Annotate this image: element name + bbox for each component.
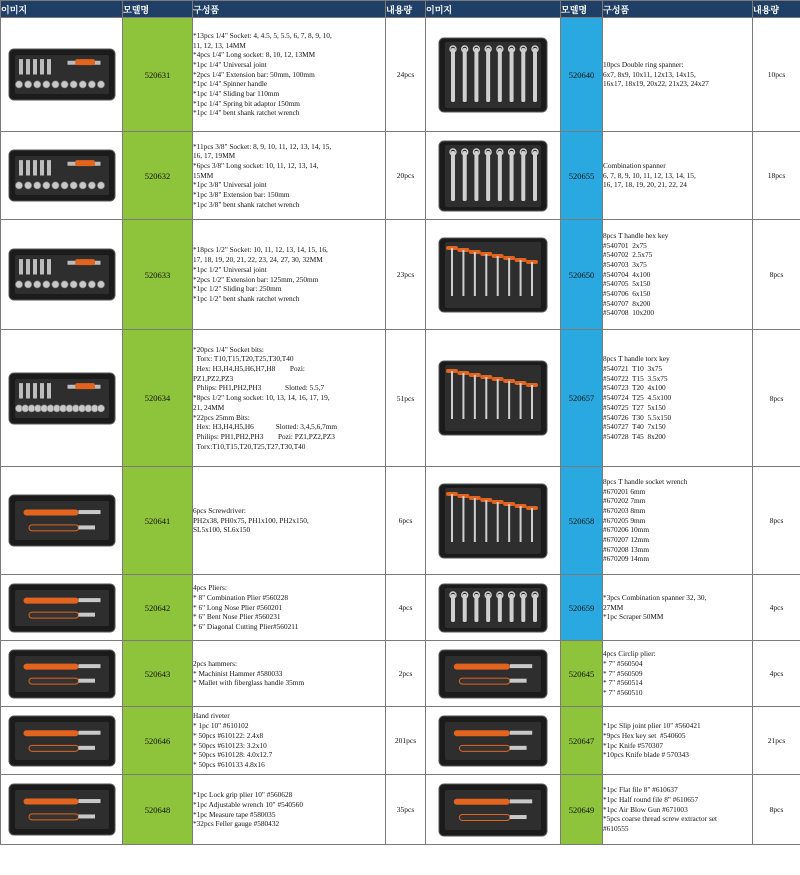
component-line: *2pcs 1/4" Extension bar: 50mm, 100mm [193, 69, 315, 79]
model-number: 520641 [123, 467, 193, 575]
product-image [1, 132, 123, 220]
component-line: 11, 12, 13, 14MM [193, 40, 246, 50]
model-number-right: 520650 [561, 220, 603, 330]
component-line: *20pcs 1/4" Socket bits: [193, 344, 264, 354]
component-line: #670206 10mm [603, 525, 650, 535]
model-number: 520634 [123, 330, 193, 467]
model-number-right: 520647 [561, 707, 603, 775]
component-line: *11pcs 3/8" Socket: 8, 9, 10, 11, 12, 13, 14, 15, [193, 141, 332, 151]
quantity: 2pcs [386, 641, 426, 707]
component-line: *10pcs Knife blade # 570343 [603, 750, 689, 760]
component-line: 4pcs Pliers: [193, 583, 227, 593]
model-number-right: 520655 [561, 132, 603, 220]
components-right [603, 220, 753, 330]
component-line: SL5x100, SL6x150 [193, 525, 251, 535]
component-line: *1pc 1/4" Universal joint [193, 59, 267, 69]
product-image [1, 775, 123, 845]
component-line: *1pc 1/4" Spring bit adaptor 150mm [193, 98, 300, 108]
quantity-right: 8pcs [753, 220, 800, 330]
t-handle-socket-tray-icon [437, 482, 549, 560]
component-line: * 6" Diagonal Cutting Plier#560211 [193, 622, 299, 632]
quantity: 23pcs [386, 220, 426, 330]
components [193, 467, 386, 575]
plier-tray-icon [7, 582, 117, 634]
quantity: 4pcs [386, 575, 426, 641]
component-line: * Mallet with fiberglass handle 35mm [193, 678, 305, 688]
component-line: * 50pcs #610128: 4.0x12.7 [193, 750, 273, 760]
component-line: #670207 12mm [603, 535, 650, 545]
component-line: *2pcs 1/2" Extension bar: 125mm, 250mm [193, 274, 319, 284]
components [193, 641, 386, 707]
product-image [1, 330, 123, 467]
quantity-right: 8pcs [753, 467, 800, 575]
components-right [603, 330, 753, 467]
model-number-right: 520657 [561, 330, 603, 467]
product-image-right [426, 775, 561, 845]
table-row [1, 330, 800, 467]
components-right [603, 707, 753, 775]
component-line: *8pcs 1/2" Long socket: 10, 13, 14, 16, 17, 19, [193, 393, 330, 403]
table-row [1, 707, 800, 775]
component-line: PH2x38, PH0x75, PH1x100, PH2x150, [193, 515, 309, 525]
quantity-right: 4pcs [753, 575, 800, 641]
component-line: #670203 8mm [603, 505, 646, 515]
component-line: * 50pcs #610123: 3.2x10 [193, 740, 267, 750]
component-line: *1pc 1/2" Sliding bar: 250mm [193, 284, 282, 294]
component-line: #670201 6mm [603, 486, 646, 496]
component-line: *32pcs Feller gauge #580432 [193, 819, 280, 829]
component-line: *6pcs 3/8" Long socket: 10, 11, 12, 13, 14, [193, 160, 319, 170]
component-line: 10pcs Double ring spanner: [603, 59, 684, 69]
component-line: *1pc Air Blow Gun #671003 [603, 804, 688, 814]
bits-tray-icon [7, 371, 117, 426]
component-line: *1pc Adjustable wrench 10" #540560 [193, 799, 303, 809]
component-line: #540705 5x150 [603, 279, 651, 289]
component-line: *1pc Measure tape #580035 [193, 809, 276, 819]
table-row [1, 641, 800, 707]
components [193, 220, 386, 330]
component-line: Torx:T10,T15,T20,T25,T27,T30,T40 [193, 441, 306, 451]
component-line: Hand riveter [193, 711, 230, 721]
product-image-right [426, 467, 561, 575]
component-line: *18pcs 1/2" Socket: 10, 11, 12, 13, 14, 15, 16, [193, 245, 328, 255]
component-line: #540727 T40 7x150 [603, 422, 666, 432]
quantity: 20pcs [386, 132, 426, 220]
component-line: 17, 18, 19, 20, 21, 22, 23, 24, 27, 30, 32MM [193, 255, 323, 265]
component-line: *22pcs 25mm Bits: [193, 412, 250, 422]
header-model-2: 모델명 [561, 1, 603, 18]
component-line: 6pcs Screwdriver: [193, 505, 246, 515]
product-image [1, 220, 123, 330]
component-line: 8pcs T handle torx key [603, 354, 670, 364]
product-image-right [426, 220, 561, 330]
components-right [603, 18, 753, 132]
table-row [1, 467, 800, 575]
component-line: Torx: T10,T15,T20,T25,T30,T40 [193, 354, 294, 364]
component-line: 16, 17, 18, 19, 20, 21, 22, 24 [603, 180, 687, 190]
socket-tray-icon [7, 148, 117, 203]
component-line: 6x7, 8x9, 10x11, 12x13, 14x15, [603, 69, 696, 79]
component-line: *1pc 1/2" Universal joint [193, 264, 267, 274]
component-line: * 1pc 10" #610102 [193, 721, 249, 731]
component-line: #540701 2x75 [603, 240, 647, 250]
model-number: 520642 [123, 575, 193, 641]
component-line: * 7" #560504 [603, 658, 643, 668]
header-image: 이미지 [1, 1, 123, 18]
table-row [1, 18, 800, 132]
quantity-right: 18pcs [753, 132, 800, 220]
component-line: #540724 T25 4.5x100 [603, 393, 672, 403]
component-line: 16x17, 18x19, 20x22, 21x23, 24x27 [603, 79, 709, 89]
components-right [603, 575, 753, 641]
component-line: #670208 13mm [603, 544, 650, 554]
screwdriver-tray-icon [7, 493, 117, 548]
product-image-right [426, 132, 561, 220]
component-line: #610555 [603, 824, 629, 834]
component-line: * 7" #560510 [603, 688, 643, 698]
table-row [1, 775, 800, 845]
component-line: *1pc Slip joint plier 10" #560421 [603, 721, 701, 731]
t-handle-tray-icon [437, 359, 549, 437]
component-line: * 7" #560509 [603, 668, 643, 678]
component-line: *1pc Lock grip plier 10" #560628 [193, 790, 293, 800]
socket-tray-icon [7, 247, 117, 302]
table-row [1, 132, 800, 220]
product-image-right [426, 707, 561, 775]
components-right [603, 132, 753, 220]
component-line: 21, 24MM [193, 402, 225, 412]
riveter-tray-icon [7, 714, 117, 768]
component-line: #540703 3x75 [603, 259, 647, 269]
component-line: #670202 7mm [603, 496, 646, 506]
header-row [1, 1, 800, 18]
header-image-2: 이미지 [426, 1, 561, 18]
component-line: *1pc Scraper 50MM [603, 612, 664, 622]
product-image-right [426, 330, 561, 467]
model-number: 520646 [123, 707, 193, 775]
product-image [1, 641, 123, 707]
product-image [1, 575, 123, 641]
component-line: Phlips: PH1,PH2,PH3 Slotted: 5.5,7 [193, 383, 325, 393]
header-components-2: 구성품 [603, 1, 753, 18]
quantity: 201pcs [386, 707, 426, 775]
file-tray-icon [437, 782, 549, 838]
component-line: #670205 9mm [603, 515, 646, 525]
model-number: 520633 [123, 220, 193, 330]
model-number-right: 520649 [561, 775, 603, 845]
component-line: #540722 T15 3.5x75 [603, 373, 668, 383]
components [193, 132, 386, 220]
component-line: *1pc 3/8" Extension bar: 150mm [193, 190, 290, 200]
component-line: * 50pcs #610122: 2.4x8 [193, 730, 264, 740]
socket-tray-icon [7, 47, 117, 102]
component-line: Hex: H3,H4,H5,H6 Slotted: 3,4,5,6,7mm [193, 422, 338, 432]
component-line: 27MM [603, 602, 624, 612]
component-line: *1pc 3/8" bent shank ratchet wrench [193, 199, 300, 209]
quantity-right: 21pcs [753, 707, 800, 775]
component-line: 8pcs T handle hex key [603, 230, 669, 240]
model-number-right: 520640 [561, 18, 603, 132]
component-line: *1pc 1/4" bent shank ratchet wrench [193, 108, 300, 118]
quantity: 51pcs [386, 330, 426, 467]
product-image [1, 18, 123, 132]
wrench-tray-icon [437, 139, 549, 213]
component-line: 4pcs Circlip plier: [603, 649, 656, 659]
component-line: *1pc 3/8" Universal joint [193, 180, 267, 190]
component-line: 2pcs hammers: [193, 658, 237, 668]
product-image-right [426, 641, 561, 707]
table-row [1, 220, 800, 330]
component-line: #670209 14mm [603, 554, 650, 564]
model-number-right: 520645 [561, 641, 603, 707]
model-number: 520632 [123, 132, 193, 220]
product-image-right [426, 18, 561, 132]
components [193, 575, 386, 641]
component-line: * 50pcs #610133 4.8x16 [193, 759, 265, 769]
component-line: Hex: H3,H4,H5,H6,H7,H8 Pozi: [193, 364, 305, 374]
components [193, 707, 386, 775]
component-line: #540704 4x100 [603, 269, 651, 279]
product-image-right [426, 575, 561, 641]
component-line: PZ1,PZ2,PZ3 [193, 373, 234, 383]
quantity: 24pcs [386, 18, 426, 132]
quantity-right: 8pcs [753, 775, 800, 845]
component-line: *4pcs 1/4" Long socket: 8, 10, 12, 13MM [193, 50, 316, 60]
header-components: 구성품 [193, 1, 386, 18]
component-line: *1pc Half round file 8" #610657 [603, 794, 699, 804]
component-line: Combination spanner [603, 160, 666, 170]
component-line: * Machinist Hammer #580033 [193, 668, 283, 678]
component-line: #540702 2.5x75 [603, 250, 653, 260]
component-line: * 7" #560514 [603, 678, 643, 688]
component-line: *1pc 1/2" bent shank ratchet wrench [193, 293, 300, 303]
components-right [603, 775, 753, 845]
header-quantity-2: 내용량 [753, 1, 800, 18]
t-handle-tray-icon [437, 236, 549, 314]
mixed-tool-tray-icon [437, 714, 549, 768]
wrench-tray-icon [437, 36, 549, 114]
components [193, 18, 386, 132]
component-line: #540706 6x150 [603, 289, 651, 299]
quantity-right: 10pcs [753, 18, 800, 132]
product-image [1, 467, 123, 575]
header-model: 모델명 [123, 1, 193, 18]
model-number-right: 520658 [561, 467, 603, 575]
component-line: 8pcs T handle socket wrench [603, 476, 688, 486]
component-line: *1pc 1/4" Sliding bar 110mm [193, 89, 280, 99]
component-line: #540707 8x200 [603, 298, 651, 308]
component-line: Philips: PH1,PH2,PH3 Pozi: PZ1,PZ2,PZ3 [193, 431, 335, 441]
model-number: 520648 [123, 775, 193, 845]
product-image [1, 707, 123, 775]
quantity: 35pcs [386, 775, 426, 845]
component-line: *3pcs Combination spanner 32, 30, [603, 592, 707, 602]
components [193, 330, 386, 467]
table-row [1, 575, 800, 641]
spanner-scraper-tray-icon [437, 582, 549, 634]
component-line: * 6" Bent Nose Plier #560231 [193, 612, 281, 622]
component-line: 16, 17, 19MM [193, 151, 236, 161]
model-number-right: 520659 [561, 575, 603, 641]
components-right [603, 641, 753, 707]
component-line: #540728 T45 8x200 [603, 431, 666, 441]
component-line: *9pcs Hex key set #540605 [603, 730, 686, 740]
component-line: *5pcs coarse thread screw extractor set [603, 814, 718, 824]
component-line: 6, 7, 8, 9, 10, 11, 12, 13, 14, 15, [603, 170, 696, 180]
component-line: #540726 T30 5.5x150 [603, 412, 672, 422]
component-line: #540708 10x200 [603, 308, 655, 318]
circlip-plier-tray-icon [437, 648, 549, 700]
hammer-tray-icon [7, 648, 117, 700]
model-number: 520643 [123, 641, 193, 707]
component-line: *1pc Knife #570307 [603, 740, 663, 750]
quantity-right: 4pcs [753, 641, 800, 707]
component-line: #540721 T10 3x75 [603, 364, 663, 374]
quantity-right: 8pcs [753, 330, 800, 467]
component-line: *1pc 1/4" Spinner handle [193, 79, 268, 89]
quantity: 6pcs [386, 467, 426, 575]
component-line: * 8" Combination Plier #560228 [193, 592, 288, 602]
components-right [603, 467, 753, 575]
component-line: #540725 T27 5x150 [603, 402, 666, 412]
component-line: * 6" Long Nose Plier #560201 [193, 602, 283, 612]
component-line: 15MM [193, 170, 214, 180]
component-line: #540723 T20 4x100 [603, 383, 666, 393]
components [193, 775, 386, 845]
component-line: *1pc Flat file 8" #610637 [603, 785, 678, 795]
header-quantity: 내용량 [386, 1, 426, 18]
model-number: 520631 [123, 18, 193, 132]
component-line: *13pcs 1/4" Socket: 4, 4.5, 5, 5.5, 6, 7, 8, 9, 10, [193, 30, 332, 40]
lock-grip-tray-icon [7, 782, 117, 837]
